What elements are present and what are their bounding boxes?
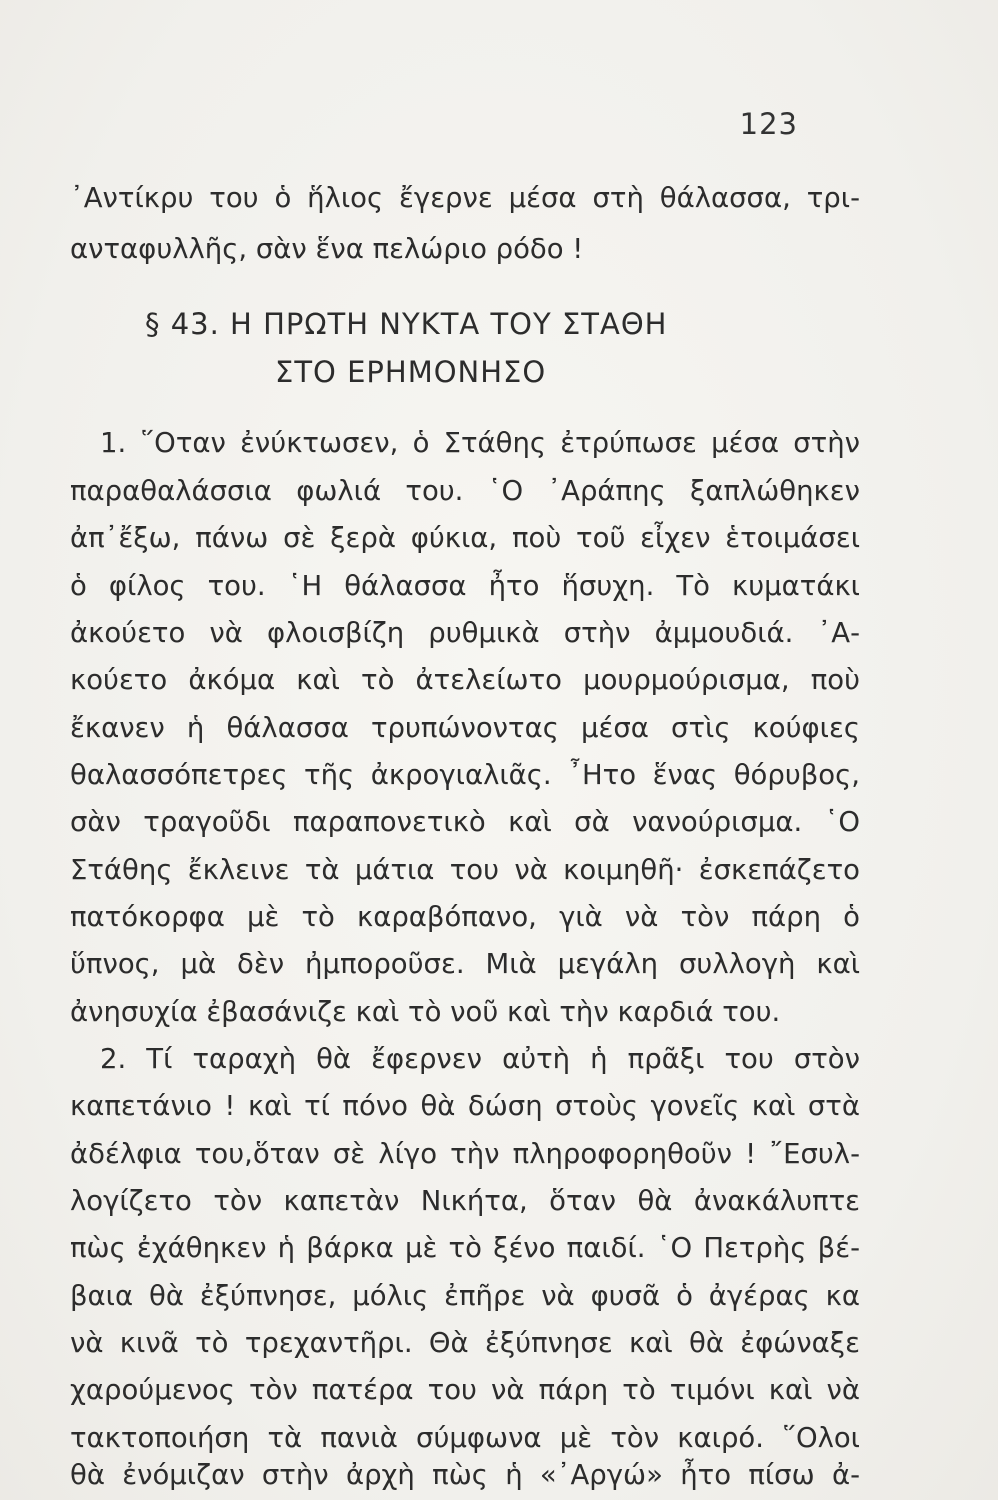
- body-line-14: 2. Τί ταραχὴ θὰ ἔφερνεν αὐτὴ ἡ πρᾶξι του στὸν: [100, 1043, 860, 1075]
- body-line-1: 1. ῞Οταν ἐνύκτωσεν, ὁ Στάθης ἐτρύπωσε μέσα στὴν: [100, 427, 860, 459]
- section-heading-line-1: § 43. Η ΠΡΩΤΗ ΝΥΚΤΑ ΤΟΥ ΣΤΑΘΗ: [145, 307, 668, 341]
- body-line-20: νὰ κινᾶ τὸ τρεχαντῆρι. Θὰ ἐξύπνησε καὶ θὰ ἐφώναξε: [70, 1327, 860, 1359]
- body-line-18: πὼς ἐχάθηκεν ἡ βάρκα μὲ τὸ ξένο παιδί. ῾Ο Πετρὴς βέ-: [70, 1232, 860, 1264]
- body-line-16: ἀδέλφια του,ὅταν σὲ λίγο τὴν πληροφορηθοῦν ! ῎Εσυλ-: [70, 1138, 860, 1170]
- body-line-5: ἀκούετο νὰ φλοισβίζη ρυθμικὰ στὴν ἀμμουδιά. ᾿Α-: [70, 617, 860, 649]
- intro-line-2: ανταφυλλῆς, σὰν ἕνα πελώριο ρόδο !: [70, 233, 584, 265]
- body-line-22: τακτοποιήση τὰ πανιὰ σύμφωνα μὲ τὸν καιρό. ῞Ολοι: [70, 1422, 860, 1454]
- body-line-7: ἔκανεν ἡ θάλασσα τρυπώνοντας μέσα στὶς κούφιες: [70, 712, 860, 744]
- body-line-19: βαια θὰ ἐξύπνησε, μόλις ἐπῆρε νὰ φυσᾶ ὁ ἀγέρας κα: [70, 1280, 860, 1312]
- body-line-8: θαλασσόπετρες τῆς ἀκρογιαλιᾶς. ῏Ητο ἕνας θόρυβος,: [70, 759, 860, 791]
- body-line-17: λογίζετο τὸν καπετὰν Νικήτα, ὅταν θὰ ἀνακάλυπτε: [70, 1185, 860, 1217]
- body-line-10: Στάθης ἔκλεινε τὰ μάτια του νὰ κοιμηθῆ· ἐσκεπάζετο: [70, 854, 860, 886]
- body-line-6: κούετο ἀκόμα καὶ τὸ ἀτελείωτο μουρμούρισμα, ποὺ: [70, 664, 860, 696]
- body-line-11: πατόκορφα μὲ τὸ καραβόπανο, γιὰ νὰ τὸν πάρη ὁ: [70, 901, 860, 933]
- body-line-2: παραθαλάσσια φωλιά του. ῾Ο ᾿Αράπης ξαπλώθηκεν: [70, 475, 860, 507]
- body-line-15: καπετάνιο ! καὶ τί πόνο θὰ δώση στοὺς γονεῖς καὶ στὰ: [70, 1090, 860, 1122]
- body-line-9: σὰν τραγοῦδι παραπονετικὸ καὶ σὰ νανούρισμα. ῾Ο: [70, 806, 860, 838]
- page-number: 123: [739, 107, 798, 141]
- body-line-3: ἀπ᾿ἔξω, πάνω σὲ ξερὰ φύκια, ποὺ τοῦ εἶχεν ἑτοιμάσει: [70, 522, 860, 554]
- body-line-23: θὰ ἐνόμιζαν στὴν ἀρχὴ πὼς ἡ «᾿Αργώ» ἦτο πίσω ἀ-: [70, 1459, 860, 1491]
- section-heading-line-2: ΣΤΟ ΕΡΗΜΟΝΗΣΟ: [275, 355, 547, 389]
- body-line-13: ἀνησυχία ἐβασάνιζε καὶ τὸ νοῦ καὶ τὴν καρδιά του.: [70, 996, 781, 1028]
- body-line-21: χαρούμενος τὸν πατέρα του νὰ πάρη τὸ τιμόνι καὶ νὰ: [70, 1374, 860, 1406]
- body-line-12: ὕπνος, μὰ δὲν ἠμποροῦσε. Μιὰ μεγάλη συλλογὴ καὶ: [70, 948, 860, 980]
- body-line-4: ὁ φίλος του. ῾Η θάλασσα ἦτο ἥσυχη. Τὸ κυματάκι: [70, 570, 860, 602]
- intro-line-1: ᾿Αντίκρυ του ὁ ἥλιος ἔγερνε μέσα στὴ θάλασσα, τρι-: [70, 182, 860, 214]
